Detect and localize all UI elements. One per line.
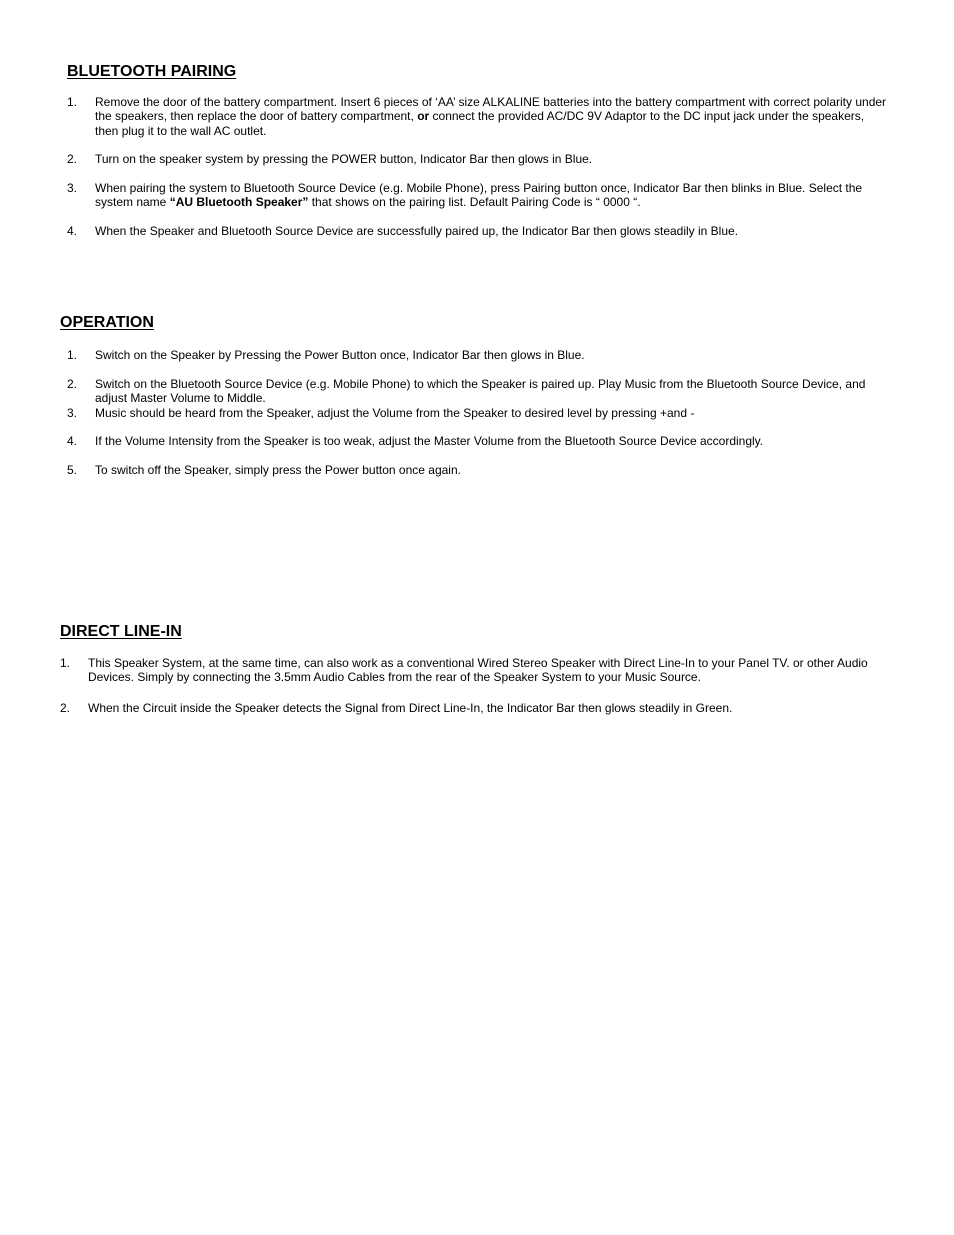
section-title-direct-line-in: DIRECT LINE-IN xyxy=(60,623,182,640)
list-number: 1. xyxy=(67,348,78,362)
section-title-bluetooth-pairing: BLUETOOTH PAIRING xyxy=(67,63,237,80)
list-number: 1. xyxy=(60,656,71,670)
list-text: When the Circuit inside the Speaker detects the Signal from Direct Line-In, the Indicator Bar then glows steadily in Green. xyxy=(88,701,733,715)
list-text: Switch on the Bluetooth Source Device (e.g. Mobile Phone) to which the Speaker is paired up. Play Music from the Bluetooth Source Device, and adjust Master Volume to Middle. xyxy=(95,377,866,406)
list-text: When the Speaker and Bluetooth Source Device are successfully paired up, the Indicator Bar then glows steadily in Blue. xyxy=(95,224,739,238)
section-title-operation: OPERATION xyxy=(60,314,154,331)
list-text: This Speaker System, at the same time, can also work as a conventional Wired Stereo Speaker with Direct Line-In to your Panel TV. or other Audio Devices. Simply by connecting the 3.5mm Audio Cables from the rear of the Speaker System to your Music Source. xyxy=(88,656,868,685)
list-number: 3. xyxy=(67,406,78,420)
list-text: Music should be heard from the Speaker, adjust the Volume from the Speaker to desired level by pressing +and - xyxy=(95,406,695,420)
list-text: When pairing the system to Bluetooth Source Device (e.g. Mobile Phone), press Pairing button once, Indicator Bar then blinks in Blue. Select the system name “AU Bluetooth Speaker” that shows on the pairing list. Default Pairing Code is “ 0000 “. xyxy=(95,181,863,210)
list-text: To switch off the Speaker, simply press the Power button once again. xyxy=(95,463,461,477)
list-number: 2. xyxy=(60,701,71,715)
list-number: 4. xyxy=(67,434,78,448)
list-number: 1. xyxy=(67,95,78,109)
list-text: Turn on the speaker system by pressing the POWER button, Indicator Bar then glows in Blue. xyxy=(95,152,593,166)
list-text: Remove the door of the battery compartment. Insert 6 pieces of ‘AA’ size ALKALINE batteries into the battery compartment with correct polarity under the speakers, then replace the door of battery compartment, or connect the provided AC/DC 9V Adaptor to the DC input jack under the speakers, then plug it to the wall AC outlet. xyxy=(95,95,887,138)
list-number: 2. xyxy=(67,377,78,391)
list-number: 5. xyxy=(67,463,78,477)
list-number: 2. xyxy=(67,152,78,166)
list-text: If the Volume Intensity from the Speaker is too weak, adjust the Master Volume from the Bluetooth Source Device accordingly. xyxy=(95,434,764,448)
list-text: Switch on the Speaker by Pressing the Power Button once, Indicator Bar then glows in Blue. xyxy=(95,348,585,362)
list-number: 4. xyxy=(67,224,78,238)
list-number: 3. xyxy=(67,181,78,195)
